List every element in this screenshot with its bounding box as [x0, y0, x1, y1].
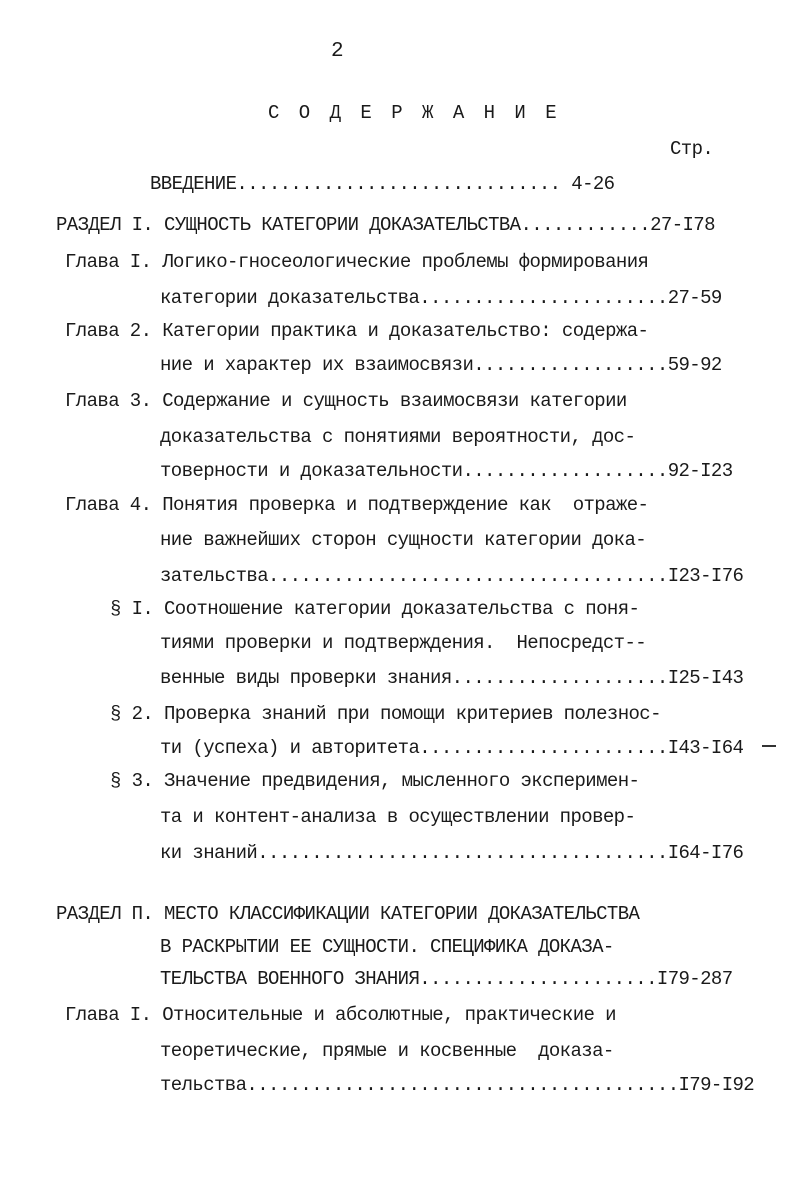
- toc-line-section-2: РАЗДЕЛ П. МЕСТО КЛАССИФИКАЦИИ КАТЕГОРИИ ДОКАЗАТЕЛЬСТВА: [56, 903, 640, 925]
- toc-line: Глава I. Логико-гносеологические проблемы формирования: [65, 251, 649, 273]
- toc-line: зательства.....................................I23-I76: [160, 565, 744, 587]
- page-column-header: Стр.: [670, 138, 714, 160]
- toc-line: тиями проверки и подтверждения. Непосредст--: [160, 632, 647, 654]
- toc-line: § I. Соотношение категории доказательства с поня-: [110, 598, 640, 620]
- toc-line-intro: ВВЕДЕНИЕ.............................. 4-26: [150, 173, 615, 195]
- toc-line: § 3. Значение предвидения, мысленного эксперимен-: [110, 770, 640, 792]
- toc-line: ние и характер их взаимосвязи..................59-92: [160, 354, 722, 376]
- toc-line: Глава 2. Категории практика и доказательство: содержа-: [65, 320, 649, 342]
- toc-line: товерности и доказательности...................92-I23: [160, 460, 733, 482]
- toc-line: Глава I. Относительные и абсолютные, практические и: [65, 1004, 616, 1026]
- toc-line: та и контент-анализа в осуществлении провер-: [160, 806, 636, 828]
- page-number: 2: [331, 40, 344, 63]
- toc-line: Глава 4. Понятия проверка и подтверждение как отраже-: [65, 494, 649, 516]
- toc-line: § 2. Проверка знаний при помощи критериев полезнос-: [110, 703, 661, 725]
- toc-line: ТЕЛЬСТВА ВОЕННОГО ЗНАНИЯ......................I79-287: [160, 968, 733, 990]
- toc-line-section-1: РАЗДЕЛ I. СУЩНОСТЬ КАТЕГОРИИ ДОКАЗАТЕЛЬСТВА............27-I78: [56, 214, 715, 236]
- toc-line: Глава 3. Содержание и сущность взаимосвязи категории: [65, 390, 627, 412]
- toc-line: венные виды проверки знания....................I25-I43: [160, 667, 744, 689]
- toc-line: теоретические, прямые и косвенные доказа-: [160, 1040, 614, 1062]
- toc-line: тельства........................................I79-I92: [160, 1074, 755, 1096]
- contents-title: С О Д Е Р Ж А Н И Е: [268, 102, 561, 124]
- toc-line: ти (успеха) и авторитета.......................I43-I64: [160, 737, 744, 759]
- toc-line: ки знаний......................................I64-I76: [160, 842, 744, 864]
- toc-line: В РАСКРЫТИИ ЕЕ СУЩНОСТИ. СПЕЦИФИКА ДОКАЗА-: [160, 936, 614, 958]
- toc-line: доказательства с понятиями вероятности, дос-: [160, 426, 636, 448]
- toc-line: категории доказательства.......................27-59: [160, 287, 722, 309]
- toc-line: ние важнейших сторон сущности категории дока-: [160, 529, 647, 551]
- margin-dash-mark: [762, 745, 776, 747]
